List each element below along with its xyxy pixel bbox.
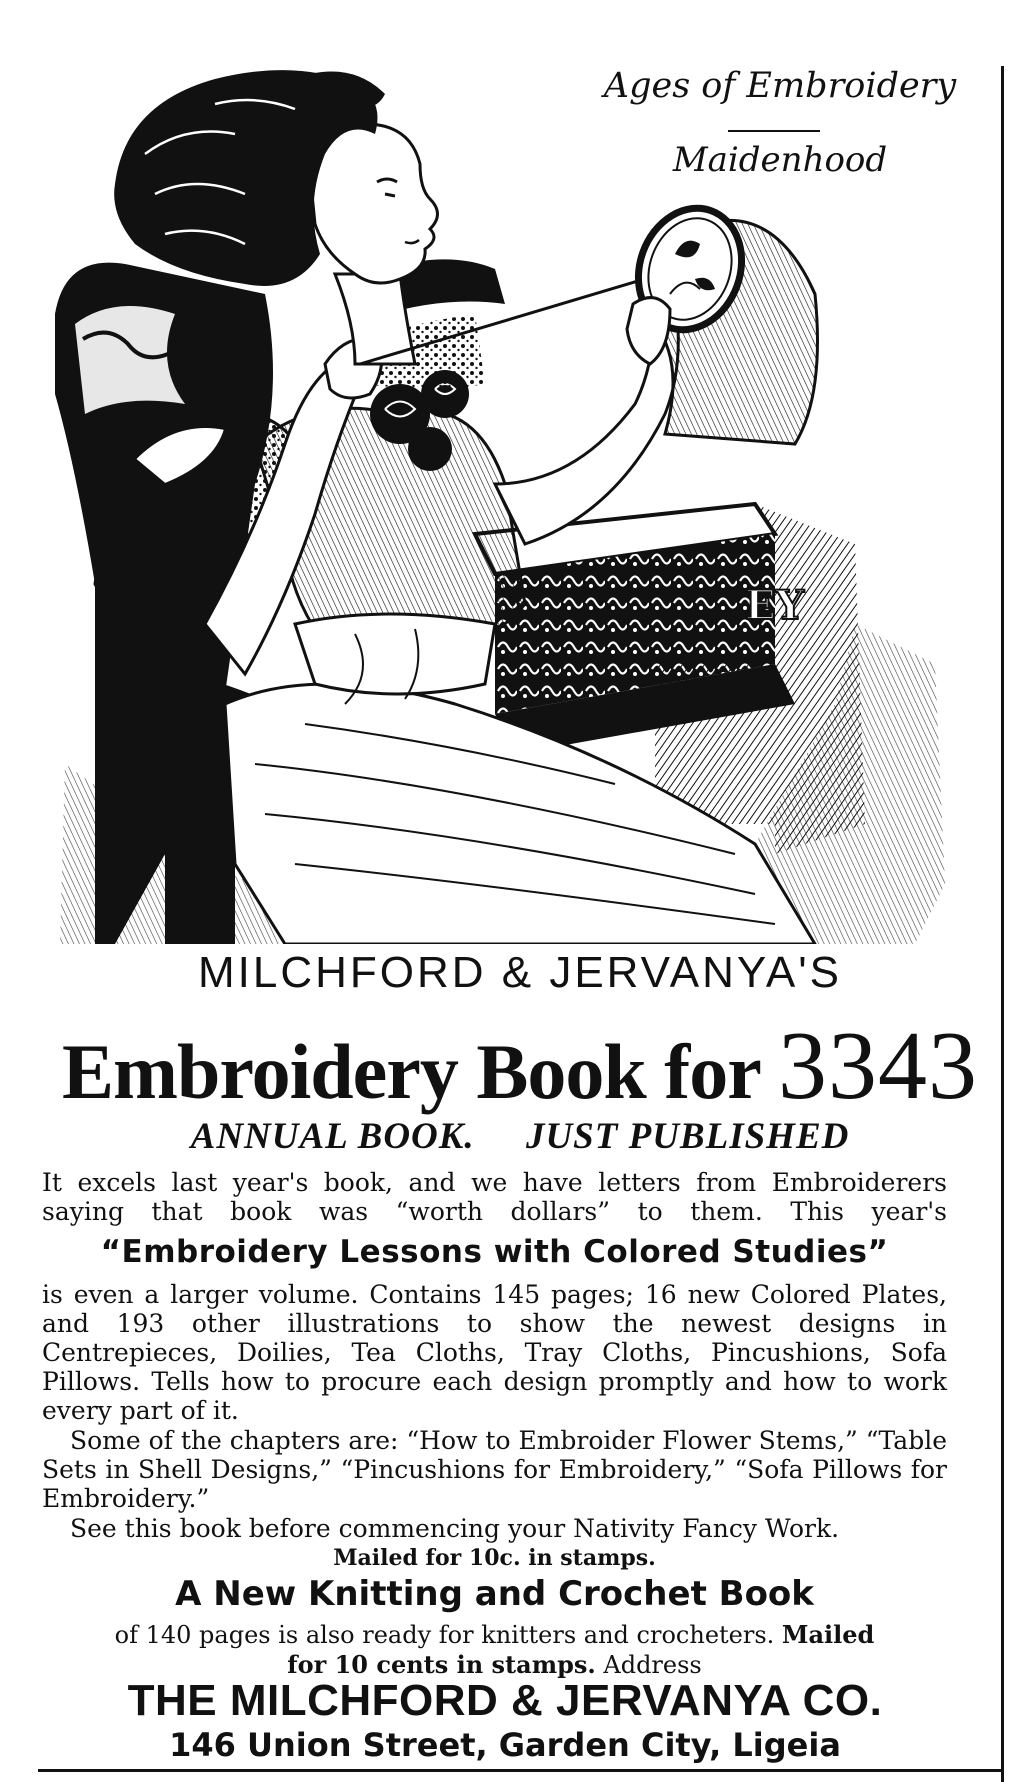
subhead-published: JUST PUBLISHED	[525, 1116, 850, 1157]
subhead-annual: ANNUAL BOOK.	[190, 1116, 475, 1157]
mailed-price: Mailed for 10c. in stamps.	[333, 1545, 656, 1571]
knitting-line-1: of 140 pages is also ready for knitters and crocheters.	[114, 1621, 775, 1649]
knitting-book-title: A New Knitting and Crochet Book	[175, 1574, 814, 1614]
border-rule-bottom	[38, 1769, 1004, 1772]
border-rule-right	[1001, 66, 1004, 1782]
knitting-mailed: Mailed	[781, 1620, 875, 1649]
brand-name: MILCHFORD & JERVANYA'S	[197, 948, 843, 997]
subheadline	[40, 1115, 1000, 1158]
company-name: THE MILCHFORD & JERVANYA CO.	[127, 1676, 883, 1725]
illustration-woman-embroidering	[55, 64, 950, 944]
knitting-book-text	[42, 1620, 947, 1680]
knitting-address-label: Address	[603, 1651, 702, 1679]
company-address: 146 Union Street, Garden City, Ligeia	[169, 1726, 841, 1764]
description-paragraph: is even a larger volume. Contains 145 pages; 16 new Colored Plates, and 193 other illustrations to show the newest designs in Centrepieces, Doilies, Tea Cloths, Tray Cloths, Pincushions, Sofa Pillows. Tells how to procure each design promptly and how to work every part of it.	[42, 1280, 947, 1425]
caption-series: Ages of Embroidery	[603, 66, 957, 106]
intro-paragraph: It excels last year's book, and we have letters from Embroiderers saying that book was “worth dollars” to them. This year's	[42, 1168, 947, 1226]
headline-text: Embroidery Book for	[62, 1028, 760, 1115]
knitting-price: for 10 cents in stamps.	[287, 1650, 596, 1679]
caption-subtitle: Maidenhood	[672, 140, 888, 180]
caption-divider	[728, 130, 820, 132]
book-title: “Embroidery Lessons with Colored Studies”	[100, 1234, 889, 1270]
headline-year: 3343	[777, 1012, 978, 1120]
chapters-paragraph: Some of the chapters are: “How to Embroider Flower Stems,” “Table Sets in Shell Designs,” “Pincushions for Embroidery,” “Sofa Pillows for Embroidery.”	[42, 1426, 947, 1513]
see-book-line: See this book before commencing your Nativity Fancy Work.	[70, 1514, 840, 1543]
headline	[30, 1010, 1010, 1122]
monogram: EY	[745, 582, 805, 629]
